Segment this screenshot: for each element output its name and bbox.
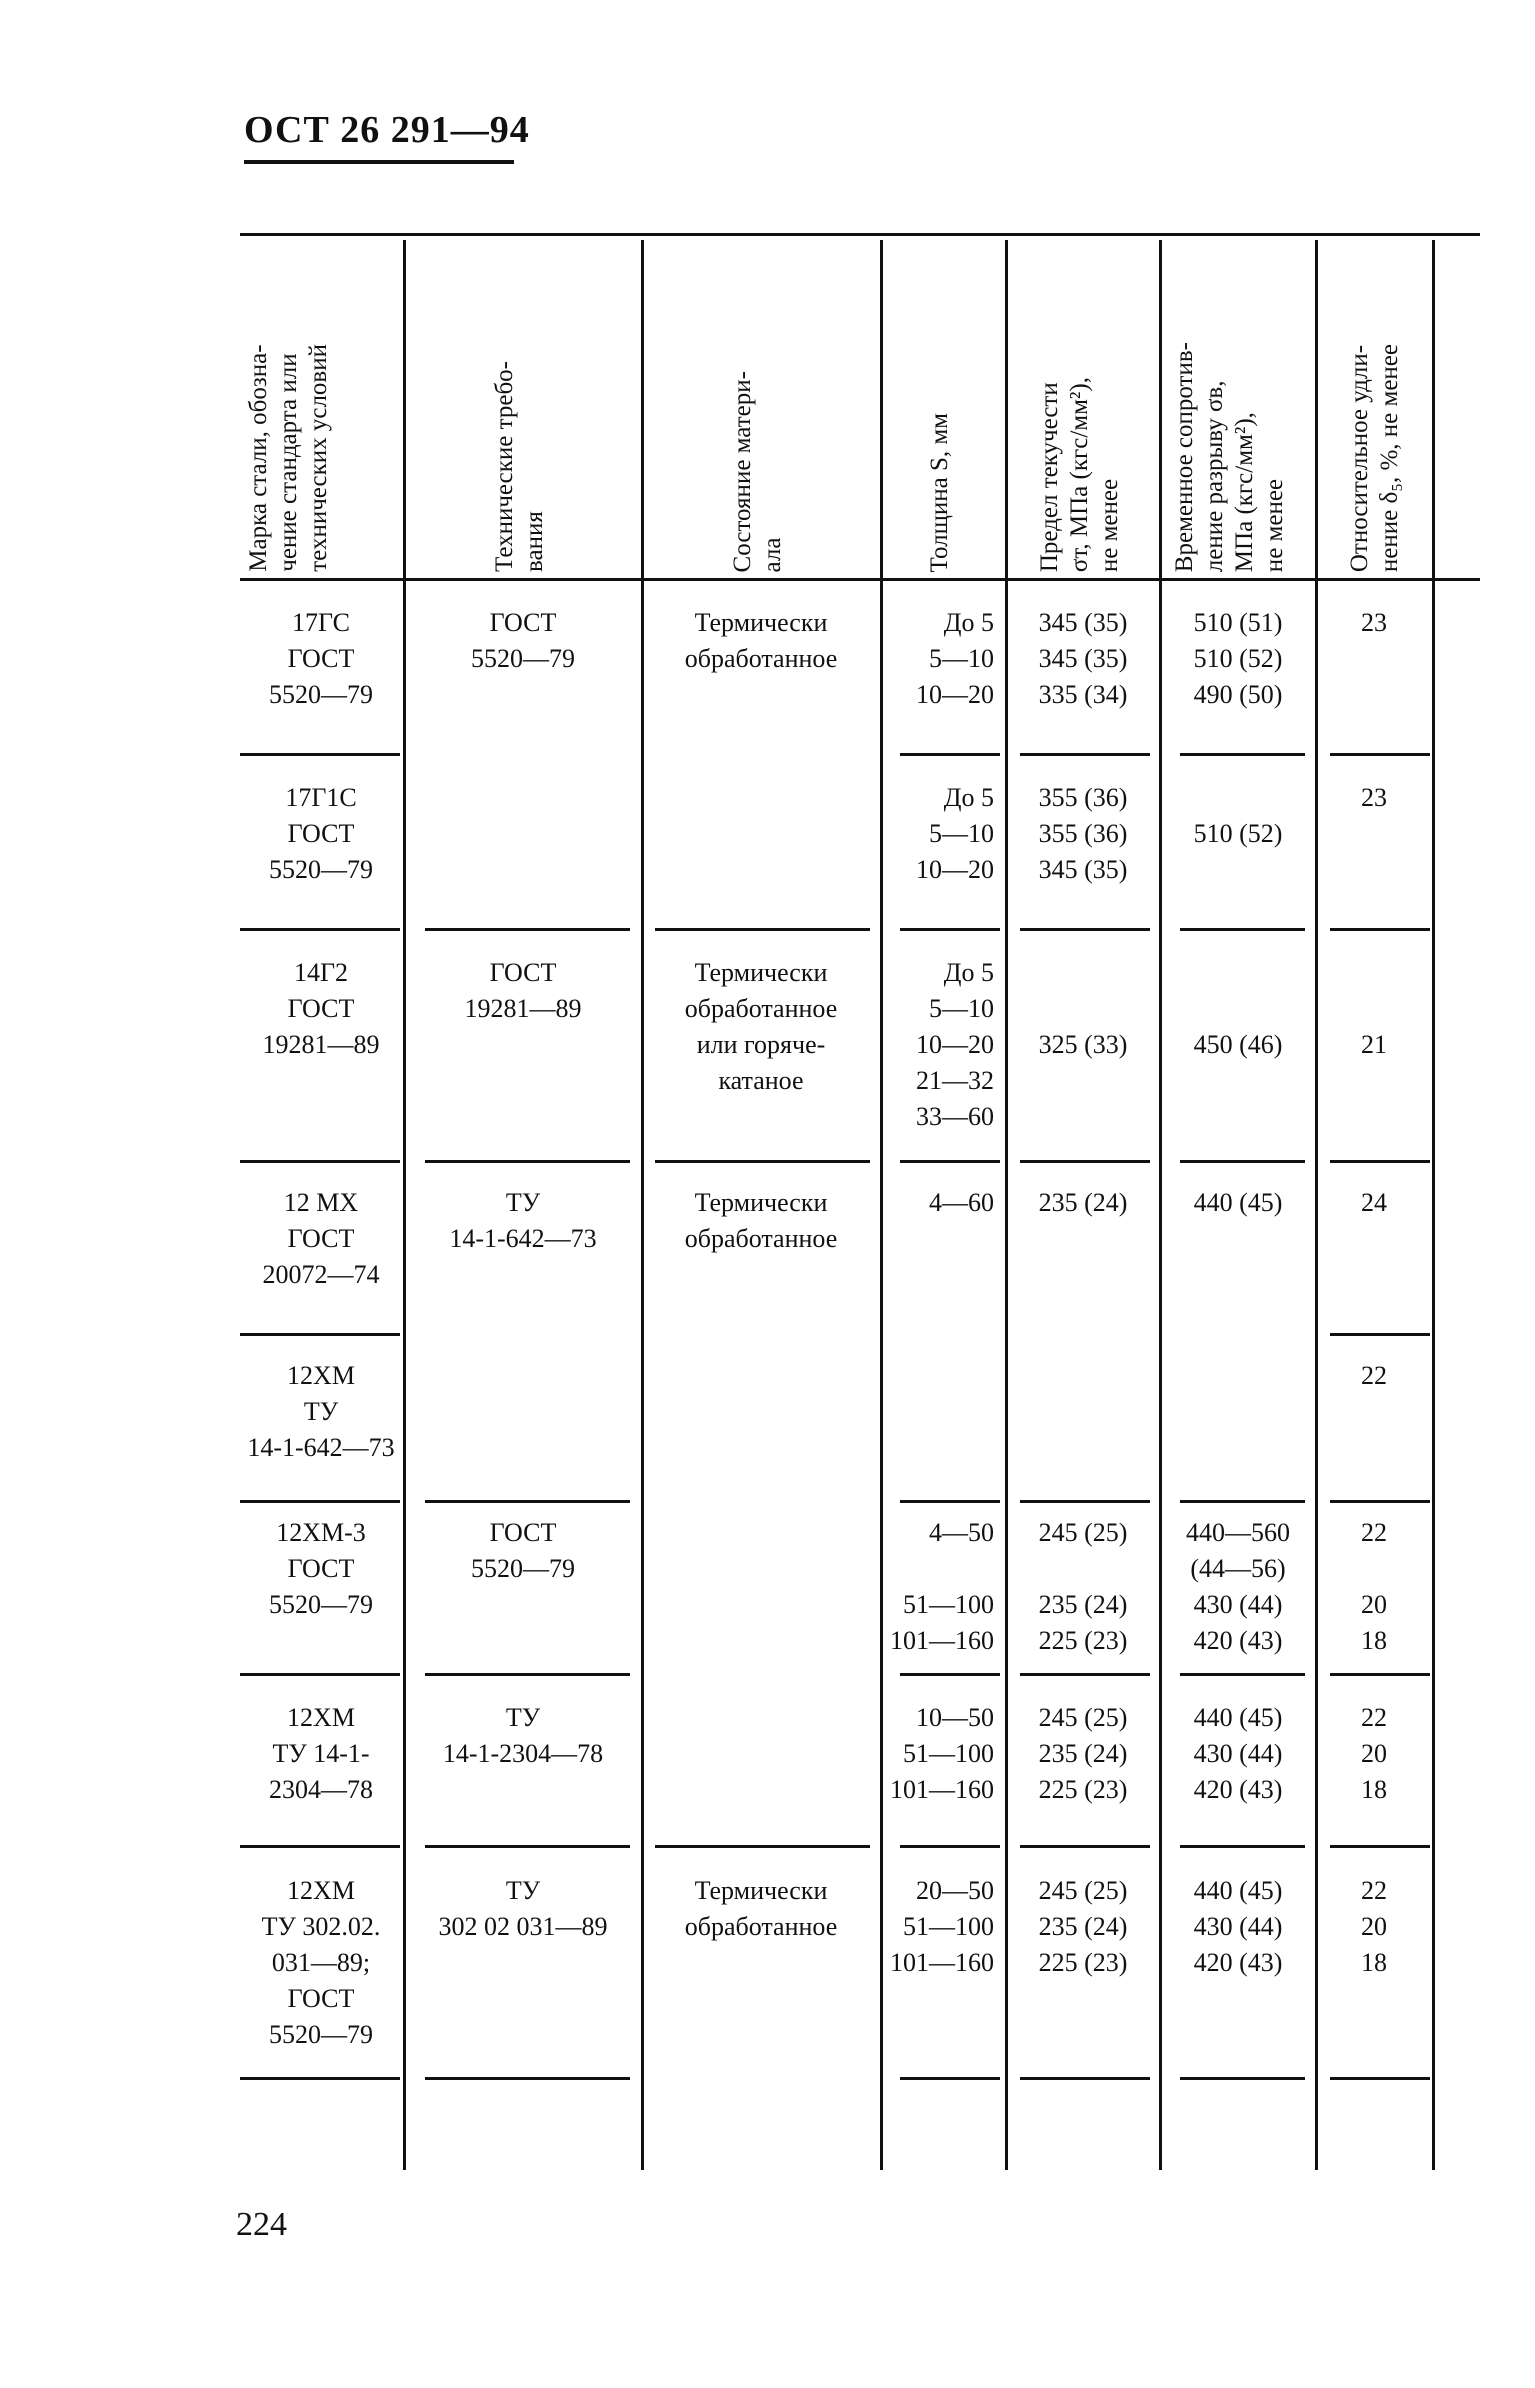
cell-grade: 17ГС ГОСТ 5520—79 [269,608,373,709]
cell-thickness: 10—50 51—100 101—160 [890,1703,994,1804]
row-divider [1020,928,1150,931]
cell-elongation: 23 [1361,783,1387,812]
row-divider [900,1500,1000,1503]
table-bottom-rule [240,2077,400,2080]
row-divider [425,1673,630,1676]
cell-yield: 245 (25) 235 (24) 225 (23) [1038,1518,1128,1655]
cell-yield: 355 (36) 355 (36) 345 (35) [1038,783,1128,884]
row-divider [1330,1845,1430,1848]
header-material-state: Состояние матери- ала [729,370,786,572]
cell-thickness: 4—60 [929,1188,994,1217]
table-bottom-rule [900,2077,1000,2080]
table-bottom-rule [425,2077,630,2080]
cell-tensile: 450 (46) [1193,1030,1283,1059]
cell-tech: ГОСТ 5520—79 [471,1518,575,1583]
page-number: 224 [236,2206,287,2243]
row-divider [425,928,630,931]
header-tensile-strength: Временное сопротив- ление разрыву σв, МПа (кгс/мм²), не менее [1171,341,1288,572]
row-divider [900,928,1000,931]
table-header-rule [240,578,1480,581]
row-divider [1020,1500,1150,1503]
row-divider [240,1160,400,1163]
row-divider [655,1160,870,1163]
cell-thickness: До 5 5—10 10—20 [916,783,994,884]
cell-elongation: 24 [1361,1188,1387,1217]
row-divider [900,1160,1000,1163]
cell-thickness: До 5 5—10 10—20 21—32 33—60 [916,958,994,1131]
cell-tensile: 510 (52) [1193,819,1283,848]
row-divider [1330,753,1430,756]
cell-tensile: 440—560 (44—56) 430 (44) 420 (43) [1186,1518,1290,1655]
header-tech-requirements: Технические требо- вания [491,361,548,572]
row-divider [1020,753,1150,756]
cell-grade: 12 МХ ГОСТ 20072—74 [262,1188,380,1289]
row-divider [240,1845,400,1848]
table-bottom-rule [1330,2077,1430,2080]
cell-yield: 245 (25) 235 (24) 225 (23) [1038,1876,1128,1977]
row-divider [1020,1160,1150,1163]
cell-yield: 325 (33) [1038,1030,1128,1059]
cell-elongation: 22 20 18 [1361,1703,1387,1804]
cell-tech: ГОСТ 19281—89 [464,958,582,1023]
header-grade: Марка стали, обозна- чение стандарта или технических условий [245,344,332,572]
row-divider [1330,928,1430,931]
cell-thickness: До 5 5—10 10—20 [916,608,994,709]
row-divider [425,1500,630,1503]
cell-grade: 14Г2 ГОСТ 19281—89 [262,958,380,1059]
header-thickness: Толщина S, мм [926,412,953,572]
cell-tech: ТУ 14-1-642—73 [449,1188,597,1253]
cell-tech: ГОСТ 5520—79 [471,608,575,673]
header-elongation: Относительное удли- нение δ₅, %, не менее [1346,343,1403,572]
row-divider [240,1333,400,1336]
row-divider [655,1845,870,1848]
table-bottom-rule [1180,2077,1305,2080]
row-divider [900,1845,1000,1848]
cell-elongation: 22 20 18 [1361,1876,1387,1977]
document-code-underline [244,160,514,164]
table-bottom-rule [1020,2077,1150,2080]
cell-grade: 12ХМ ТУ 14-1-642—73 [247,1361,395,1462]
header-yield-strength: Предел текучести σт, МПа (кгс/мм²), не менее [1036,376,1123,572]
cell-grade: 12ХМ ТУ 302.02. 031—89; ГОСТ 5520—79 [261,1876,381,2049]
cell-elongation: 21 [1361,1030,1387,1059]
cell-state: Термически обработанное [684,1188,838,1253]
row-divider [1330,1673,1430,1676]
row-divider [1180,1845,1305,1848]
cell-yield: 345 (35) 345 (35) 335 (34) [1038,608,1128,709]
row-divider [1020,1673,1150,1676]
cell-state: Термически обработанное [684,608,838,673]
row-divider [425,1160,630,1163]
cell-grade: 12ХМ-3 ГОСТ 5520—79 [269,1518,373,1619]
row-divider [1180,928,1305,931]
cell-elongation: 23 [1361,608,1387,637]
cell-state: Термически обработанное [684,1876,838,1941]
row-divider [1180,1500,1305,1503]
row-divider [240,753,400,756]
row-divider [1330,1500,1430,1503]
row-divider [900,1673,1000,1676]
row-divider [1180,1673,1305,1676]
row-divider [240,1673,400,1676]
cell-grade: 12ХМ ТУ 14-1- 2304—78 [269,1703,373,1804]
cell-yield: 235 (24) [1038,1188,1128,1217]
cell-tensile: 510 (51) 510 (52) 490 (50) [1193,608,1283,709]
cell-yield: 245 (25) 235 (24) 225 (23) [1038,1703,1128,1804]
cell-elongation: 22 [1361,1361,1387,1390]
row-divider [1330,1160,1430,1163]
cell-thickness: 4—50 51—100 101—160 [890,1518,994,1655]
row-divider [240,928,400,931]
cell-state: Термически обработанное или горяче- катаное [684,958,838,1095]
row-divider [1020,1845,1150,1848]
cell-elongation: 22 20 18 [1361,1518,1387,1655]
cell-tensile: 440 (45) [1193,1188,1283,1217]
row-divider [240,1500,400,1503]
cell-thickness: 20—50 51—100 101—160 [890,1876,994,1977]
cell-tech: ТУ 302 02 031—89 [438,1876,608,1941]
row-divider [425,1845,630,1848]
row-divider [1180,753,1305,756]
cell-tensile: 440 (45) 430 (44) 420 (43) [1193,1703,1283,1804]
row-divider [900,753,1000,756]
column-divider [1432,240,1435,2170]
cell-grade: 17Г1С ГОСТ 5520—79 [269,783,373,884]
document-code: ОСТ 26 291—94 [244,109,530,151]
row-divider [1180,1160,1305,1163]
row-divider [655,928,870,931]
cell-tensile: 440 (45) 430 (44) 420 (43) [1193,1876,1283,1977]
column-divider [880,240,883,2170]
cell-tech: ТУ 14-1-2304—78 [442,1703,604,1768]
row-divider [1330,1333,1430,1336]
